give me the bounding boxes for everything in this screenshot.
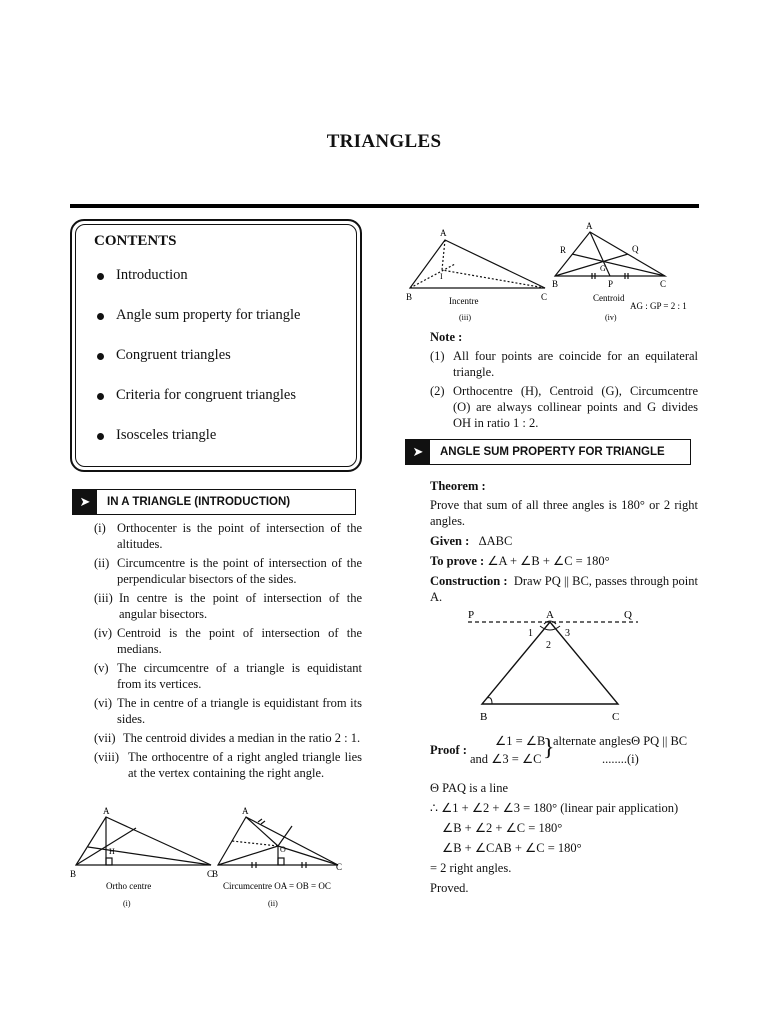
note-block: [430, 329, 698, 434]
circumcentre-diagram: [218, 817, 338, 868]
contents-list: [92, 267, 300, 467]
contents-item: Criteria for congruent triangles: [92, 387, 300, 427]
intro-list: [94, 520, 362, 784]
bullet-icon: [97, 393, 104, 400]
page-title: TRIANGLES: [326, 131, 442, 152]
angle-sum-section-header: ➤ ANGLE SUM PROPERTY FOR TRIANGLE: [405, 439, 691, 465]
caption-circumcentre: Circumcentre OA = OB = OC: [223, 881, 331, 891]
svg-text:C: C: [612, 711, 620, 723]
intro-section-header: ➤ IN A TRIANGLE (INTRODUCTION): [72, 489, 356, 515]
proof-steps: Θ PAQ is a line ∴ ∠1 + ∠2 + ∠3 = 180° (linear pair application) ∠B + ∠2 + ∠C = 180° ∠B + ∠CAB + ∠C = 180° = 2 right angles. Proved.: [430, 781, 679, 895]
list-item: (iii) In centre is the point of intersection of the angular bisectors.: [94, 591, 362, 621]
list-item: (vii) The centroid divides a median in the ratio 2 : 1.: [94, 731, 361, 745]
svg-text:H: H: [109, 847, 115, 856]
contents-heading: CONTENTS: [94, 233, 177, 249]
contents-item: Introduction: [92, 267, 300, 307]
svg-text:I: I: [440, 272, 443, 281]
figures-i-ii: [66, 802, 366, 914]
proof-label: Proof :: [430, 743, 467, 757]
theorem-block: [430, 478, 698, 605]
to-prove-line: To prove : ∠A + ∠B + ∠C = 180°: [430, 554, 610, 568]
brace-icon: }: [543, 735, 555, 761]
svg-text:A: A: [242, 806, 249, 816]
svg-text:B: B: [552, 279, 559, 289]
given-line: Given : ΔABC: [430, 534, 513, 548]
theorem-text: Prove that sum of all three angles is 180° or 2 right angles.: [430, 498, 698, 528]
orthocentre-diagram: [76, 817, 211, 865]
svg-text:3: 3: [565, 628, 570, 639]
contents-item: Isosceles triangle: [92, 427, 300, 467]
arrow-icon: ➤: [406, 440, 430, 464]
list-item: (vi) The in centre of a triangle is equidistant from its sides.: [94, 696, 362, 726]
contents-item: Congruent triangles: [92, 347, 300, 387]
caption-orthocentre: Ortho centre: [106, 881, 152, 891]
arrow-icon: ➤: [73, 490, 97, 514]
svg-text:O: O: [280, 845, 286, 854]
svg-text:A: A: [586, 221, 593, 231]
svg-text:C: C: [541, 292, 548, 302]
svg-text:C: C: [660, 279, 667, 289]
centroid-diagram: [555, 232, 665, 279]
angle-sum-diagram: [460, 604, 650, 726]
svg-text:P: P: [608, 279, 614, 289]
svg-text:C: C: [207, 869, 214, 879]
svg-text:1: 1: [528, 628, 533, 639]
list-item: (v) The circumcentre of a triangle is equidistant from its vertices.: [94, 661, 362, 691]
svg-text:(iii): (iii): [459, 313, 471, 322]
svg-text:C: C: [336, 862, 343, 872]
svg-text:G: G: [600, 264, 606, 273]
construction-line: Construction : Draw PQ || BC, passes through point A.: [430, 574, 698, 604]
svg-text:A: A: [103, 806, 110, 816]
svg-text:A: A: [546, 609, 554, 621]
svg-text:B: B: [480, 711, 488, 723]
figures-iii-iv: [400, 218, 700, 324]
svg-text:B: B: [406, 292, 413, 302]
svg-text:B: B: [212, 869, 219, 879]
list-item: (ii) Circumcentre is the point of intersection of the perpendicular bisectors of the sides.: [94, 556, 362, 586]
svg-text:Q: Q: [632, 244, 639, 254]
proof-block: Proof : ∠1 = ∠B and ∠3 = ∠C } alternate anglesΘ PQ || BC ........(i): [430, 733, 700, 769]
svg-text:Q: Q: [624, 609, 632, 621]
bullet-icon: [97, 273, 104, 280]
caption-centroid: Centroid: [593, 293, 625, 303]
svg-text:A: A: [440, 228, 447, 238]
contents-box: [70, 219, 362, 472]
theorem-label: Theorem :: [430, 479, 486, 493]
svg-text:(iv): (iv): [605, 313, 617, 322]
note-heading: Note :: [430, 330, 463, 344]
list-item: (viii) The orthocentre of a right angled triangle lies at the vertex containing the right angle.: [94, 750, 362, 780]
title-rule: [70, 204, 699, 208]
svg-text:AG : GP = 2 : 1: AG : GP = 2 : 1: [630, 301, 687, 311]
svg-text:R: R: [560, 245, 567, 255]
list-item: (i) Orthocenter is the point of intersection of the altitudes.: [94, 521, 362, 551]
list-item: (1) All four points are coincide for an equilateral triangle.: [430, 349, 698, 379]
svg-text:B: B: [70, 869, 77, 879]
list-item: (2) Orthocentre (H), Centroid (G), Circumcentre (O) are always collinear points and G divides OH in ratio 1 : 2.: [430, 384, 698, 430]
svg-text:2: 2: [546, 640, 551, 651]
bullet-icon: [97, 313, 104, 320]
svg-text:P: P: [468, 609, 475, 621]
bullet-icon: [97, 433, 104, 440]
caption-incentre: Incentre: [449, 296, 479, 306]
contents-item: Angle sum property for triangle: [92, 307, 300, 347]
incentre-diagram: [410, 240, 545, 288]
bullet-icon: [97, 353, 104, 360]
svg-text:(i): (i): [123, 899, 131, 908]
svg-text:(ii): (ii): [268, 899, 278, 908]
list-item: (iv) Centroid is the point of intersection of the medians.: [94, 626, 362, 656]
